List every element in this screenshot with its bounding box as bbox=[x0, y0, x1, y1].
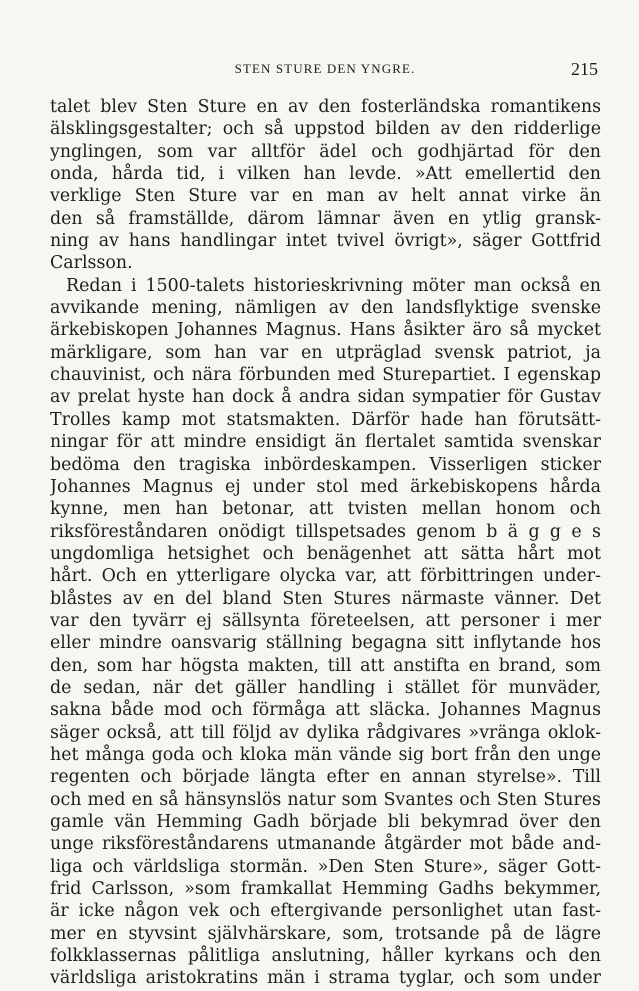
text-line: bedöma den tragiska inbördeskampen. Visserligen sticker bbox=[50, 454, 601, 475]
text-line: och med en så hänsynslös natur som Svantes och Sten Stures bbox=[50, 789, 601, 810]
text-line: avvikande mening, nämligen av den landsflyktige svenske bbox=[50, 298, 601, 319]
text-line: den, som har högsta makten, till att anstifta en brand, som bbox=[50, 655, 601, 676]
text-line: hårt. Och en ytterligare olycka var, att förbittringen under- bbox=[50, 566, 601, 587]
text-line: de sedan, när det gäller handling i stället för munväder, bbox=[50, 677, 601, 698]
text-line: chauvinist, och nära förbunden med Sturepartiet. I egenskap bbox=[50, 365, 601, 386]
text-line: märkligare, som han var en utpräglad svensk patriot, ja bbox=[50, 342, 601, 363]
text-line: blåstes av en del bland Sten Stures närmaste vänner. Det bbox=[50, 588, 601, 609]
text-line: ärkebiskopen Johannes Magnus. Hans åsikter äro så mycket bbox=[50, 320, 601, 341]
text-line: sakna både mod och förmåga att släcka. Johannes Magnus bbox=[50, 700, 601, 721]
text-line: regenten och började längta efter en annan styrelse». Till bbox=[50, 767, 601, 788]
text-line: var den tyvärr ej sällsynta företeelsen, att personer i mer bbox=[50, 610, 601, 631]
text-line: ungdomliga hetsighet och benägenhet att sätta hårt mot bbox=[50, 543, 601, 564]
text-line: av prelat hyste han dock å andra sidan sympatier för Gustav bbox=[50, 387, 601, 408]
text-line: världsliga aristokratins män i strama tyglar, och som under bbox=[50, 968, 601, 989]
running-header bbox=[50, 58, 600, 80]
text-line: ningar för att mindre ensidigt än flertalet samtida svenskar bbox=[50, 432, 601, 453]
text-line: är icke någon vek och eftergivande personlighet utan fast- bbox=[50, 901, 601, 922]
text-line: frid Carlsson, »som framkallat Hemming Gadhs bekymmer, bbox=[50, 879, 601, 900]
text-line: het många goda och kloka män vände sig bort från den unge bbox=[50, 744, 601, 765]
text-line: ning av hans handlingar intet tvivel övrigt», säger Gottfrid bbox=[50, 231, 601, 252]
text-line: älsklingsgestalter; och så uppstod bilden av den ridderlige bbox=[50, 119, 601, 140]
text-line: unge riksföreståndarens utmanande åtgärder mot både and- bbox=[50, 834, 601, 855]
text-line: den så framställde, därom lämnar även en ytlig gransk- bbox=[50, 208, 601, 229]
page-number: 215 bbox=[571, 59, 598, 79]
text-line: säger också, att till följd av dylika rådgivares »vränga oklok- bbox=[50, 722, 601, 743]
text-line: folkklassernas pålitliga anslutning, håller kyrkans och den bbox=[50, 946, 601, 967]
text-line: eller mindre oansvarig ställning begagna sitt inflytande hos bbox=[50, 633, 601, 654]
text-line: liga och världsliga stormän. »Den Sten Sture», säger Gott- bbox=[50, 856, 601, 877]
text-line: Redan i 1500-talets historieskrivning möter man också en bbox=[66, 275, 601, 296]
body-text bbox=[50, 96, 601, 990]
text-line: verklige Sten Sture var en man av helt annat virke än bbox=[50, 186, 601, 207]
text-line: kynne, men han betonar, att tvisten mellan honom och bbox=[50, 499, 601, 520]
text-line: mer en styvsint självhärskare, som, trotsande på de lägre bbox=[50, 923, 601, 944]
text-line: talet blev Sten Sture en av den fosterländska romantikens bbox=[50, 97, 601, 117]
running-title: STEN STURE DEN YNGRE. bbox=[234, 61, 416, 76]
text-line: Trolles kamp mot statsmakten. Därför hade han förutsätt- bbox=[50, 409, 601, 430]
text-line: Carlsson. bbox=[50, 253, 133, 274]
text-line: gamle vän Hemming Gadh började bli bekymrad över den bbox=[50, 812, 601, 832]
text-line: Johannes Magnus ej under stol med ärkebiskopens hårda bbox=[50, 476, 601, 497]
text-line: onda, hårda tid, i vilken han levde. »Att emellertid den bbox=[50, 164, 601, 185]
text-line: riksföreståndaren onödigt tillspetsades genom b ä g g e s bbox=[50, 521, 601, 542]
text-line: ynglingen, som var alltför ädel och godhjärtad för den bbox=[50, 141, 601, 162]
